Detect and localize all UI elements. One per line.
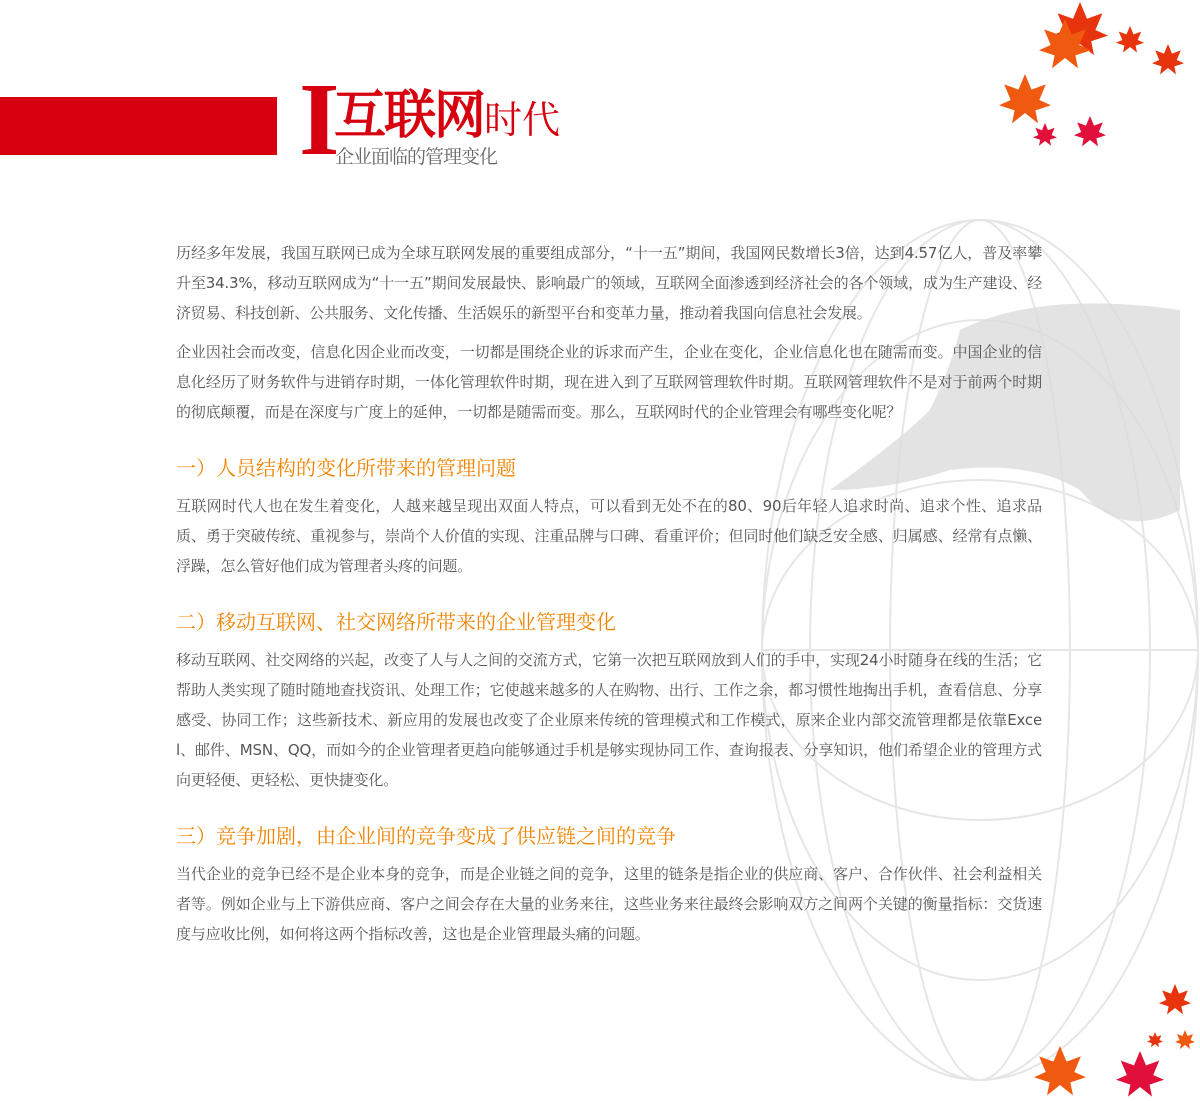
header-red-bar (0, 97, 277, 155)
page-subtitle: 企业面临的管理变化 (335, 146, 498, 168)
page-title (334, 86, 560, 150)
section-paragraph: 当代企业的竞争已经不是企业本身的竞争，而是企业链之间的竞争，这里的链条是指企业的供应商、客户、合作伙伴、社会利益相关者等。例如企业与上下游供应商、客户之间会存在大量的业务来往，这些业务来往最终会影响双方之间两个关键的衡量指标：交货速度与应收比例，如何将这两个指标改善，这也是企业管理最头痛的问题。 (176, 865, 1042, 943)
article-body (176, 238, 1042, 958)
section-heading: 一）人员结构的变化所带来的管理问题 (176, 456, 516, 480)
title-main: 互联网 (334, 86, 485, 146)
section-heading: 二）移动互联网、社交网络所带来的企业管理变化 (176, 610, 616, 634)
intro-paragraph: 企业因社会而改变，信息化因企业而改变，一切都是围绕企业的诉求而产生，企业在变化，企业信息化也在随需而变。中国企业的信息化经历了财务软件与进销存时期，一体化管理软件时期，现在进入到了互联网管理软件时期。互联网管理软件不是对于前两个时期的彻底颠覆，而是在深度与广度上的延伸，一切都是随需而变。那么，互联网时代的企业管理会有哪些变化呢？ (176, 343, 1042, 421)
section-paragraph: 移动互联网、社交网络的兴起，改变了人与人之间的交流方式，它第一次把互联网放到人们的手中，实现24小时随身在线的生活；它帮助人类实现了随时随地查找资讯、处理工作；它使越来越多的人在购物、出行、工作之余，都习惯性地掏出手机，查看信息、分享感受、协同工作；这些新技术、新应用的发展也改变了企业原来传统的管理模式和工作模式，原来企业内部交流管理都是依靠Excel、邮件、MSN、QQ，而如今的企业管理者更趋向能够通过手机是够实现协同工作、查询报表、分享知识，他们希望企业的管理方式向更轻便、更轻松、更快捷变化。 (176, 651, 1042, 789)
header-initial: I (299, 62, 340, 177)
section-paragraph: 互联网时代人也在发生着变化，人越来越呈现出双面人特点，可以看到无处不在的80、90后年轻人追求时尚、追求个性、追求品质、勇于突破传统、重视参与，崇尚个人价值的实现、注重品牌与口碑、看重评价；但同时他们缺乏安全感、归属感、经常有点懒、浮躁，怎么管好他们成为管理者头疼的问题。 (176, 497, 1042, 575)
intro-paragraph: 历经多年发展，我国互联网已成为全球互联网发展的重要组成部分，“十一五”期间，我国网民数增长3倍，达到4.57亿人，普及率攀升至34.3%，移动互联网成为“十一五”期间发展最快、影响最广的领域，互联网全面渗透到经济社会的各个领域，成为生产建设、经济贸易、科技创新、公共服务、文化传播、生活娱乐的新型平台和变革力量，推动着我国向信息社会发展。 (176, 244, 1042, 322)
title-tail: 时代 (484, 98, 561, 142)
section-heading: 三）竞争加剧，由企业间的竞争变成了供应链之间的竞争 (176, 824, 676, 848)
